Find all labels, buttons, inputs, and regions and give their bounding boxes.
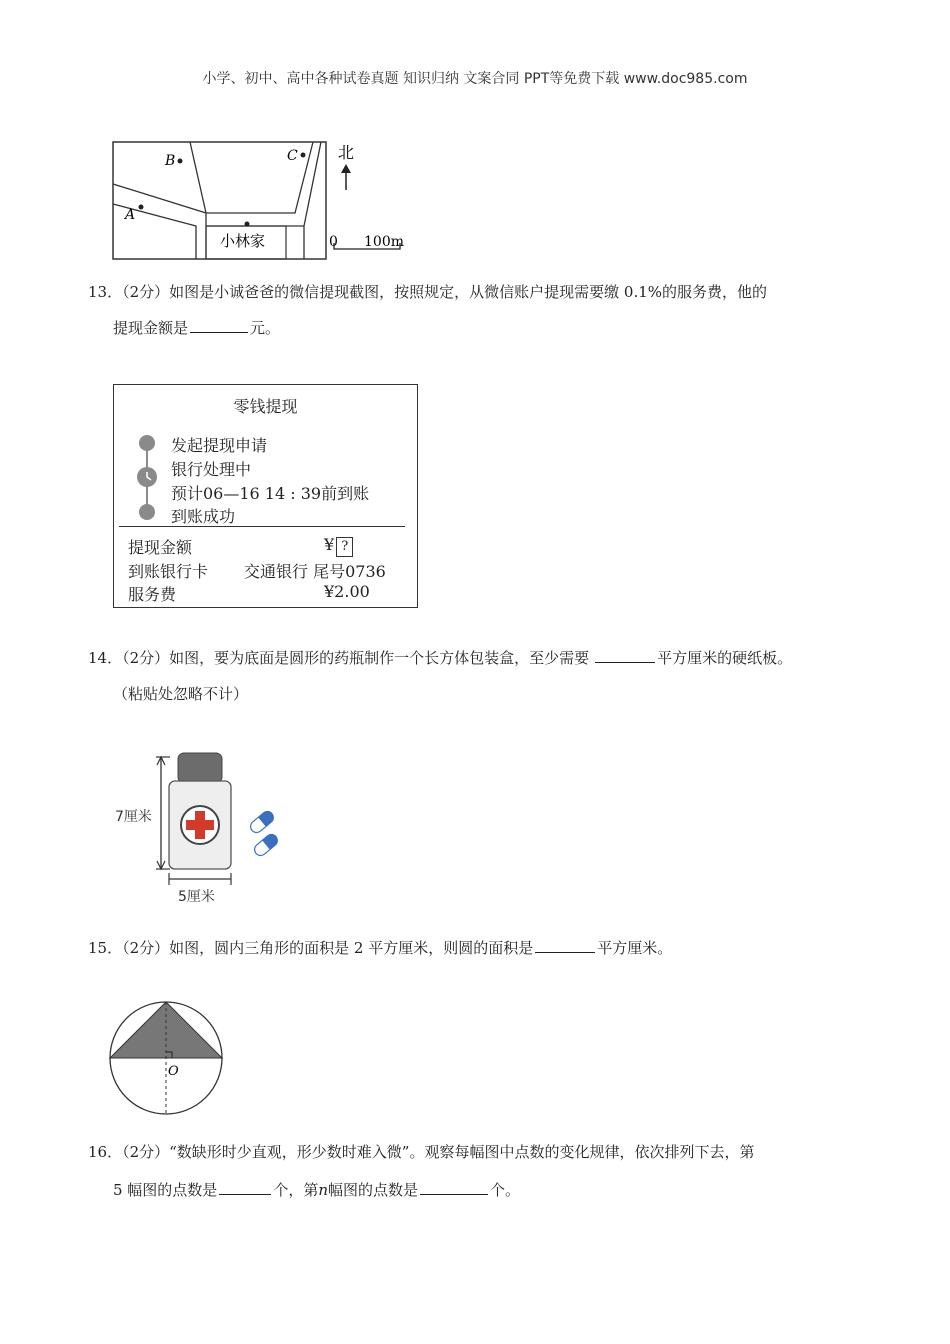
service-fee-label: 服务费 — [128, 585, 177, 604]
circle-triangle-figure — [108, 1000, 230, 1122]
step2-label: 银行处理中 — [171, 460, 252, 479]
step3-label: 到账成功 — [171, 507, 236, 526]
point-c — [301, 153, 306, 158]
q16-text-line2: 5 幅图的点数是 个，第n幅图的点数是 个。 — [113, 1181, 521, 1199]
pill-icon — [248, 809, 276, 835]
point-a — [139, 205, 144, 210]
q14-text-line2: （粘贴处忽略不计） — [113, 685, 249, 703]
bank-card-label: 到账银行卡 — [128, 562, 209, 581]
panel-divider — [119, 526, 405, 527]
point-b — [178, 159, 183, 164]
q16-answer-blank-2[interactable] — [420, 1180, 488, 1195]
height-label: 7厘米 — [115, 809, 152, 825]
point-home — [245, 222, 250, 227]
label-home: 小林家 — [220, 232, 266, 250]
scale-length: 100m — [364, 234, 404, 250]
q15-answer-blank[interactable] — [535, 938, 595, 953]
scale-zero: 0 — [329, 234, 338, 250]
width-label: 5厘米 — [178, 889, 215, 905]
q15-text: 15．（2分）如图，圆内三角形的面积是 2 平方厘米，则圆的面积是 平方厘米。 — [88, 939, 673, 957]
clock-icon — [137, 467, 157, 487]
map-figure — [110, 138, 420, 264]
pill-icon — [252, 832, 280, 858]
q14-text-line1: 14．（2分）如图，要为底面是圆形的药瓶制作一个长方体包装盒，至少需要 平方厘米的硬纸板。 — [88, 649, 793, 667]
label-a: A — [125, 207, 136, 223]
q13-text-line2: 提现金额是 元。 — [113, 319, 281, 337]
bottle-cap — [178, 753, 222, 783]
withdraw-panel — [113, 384, 418, 608]
label-north: 北 — [338, 143, 355, 162]
q14-answer-blank[interactable] — [595, 648, 655, 663]
step1-label: 发起提现申请 — [171, 436, 268, 455]
amount-label: 提现金额 — [128, 538, 193, 557]
service-fee-value: ¥2.00 — [324, 582, 370, 601]
step2-eta: 预计06—16 14 : 39前到账 — [171, 484, 370, 503]
medicine-bottle-figure — [110, 745, 295, 910]
label-c: C — [287, 148, 298, 164]
q16-text-line1: 16．（2分）“数缺形时少直观，形少数时难入微”。观察每幅图中点数的变化规律，依次排列下去，第 — [88, 1143, 755, 1161]
q13-text-line1: 13．（2分）如图是小诚爸爸的微信提现截图，按照规定，从微信账户提现需要缴 0.1%的服务费，他的 — [88, 283, 768, 301]
page-header: 小学、初中、高中各种试卷真题 知识归纳 文案合同 PPT等免费下载 www.doc985.com — [202, 71, 748, 87]
bank-card-value: 交通银行 尾号0736 — [244, 562, 386, 581]
panel-title: 零钱提现 — [233, 397, 298, 416]
step-dot-3 — [139, 504, 155, 520]
road-mid-left — [190, 142, 206, 213]
center-label: O — [168, 1064, 179, 1079]
q16-answer-blank-1[interactable] — [219, 1180, 271, 1195]
q13-answer-blank[interactable] — [190, 318, 248, 333]
label-b: B — [165, 153, 176, 169]
amount-value: ¥ ? — [324, 535, 353, 557]
step-dot-1 — [139, 435, 155, 451]
